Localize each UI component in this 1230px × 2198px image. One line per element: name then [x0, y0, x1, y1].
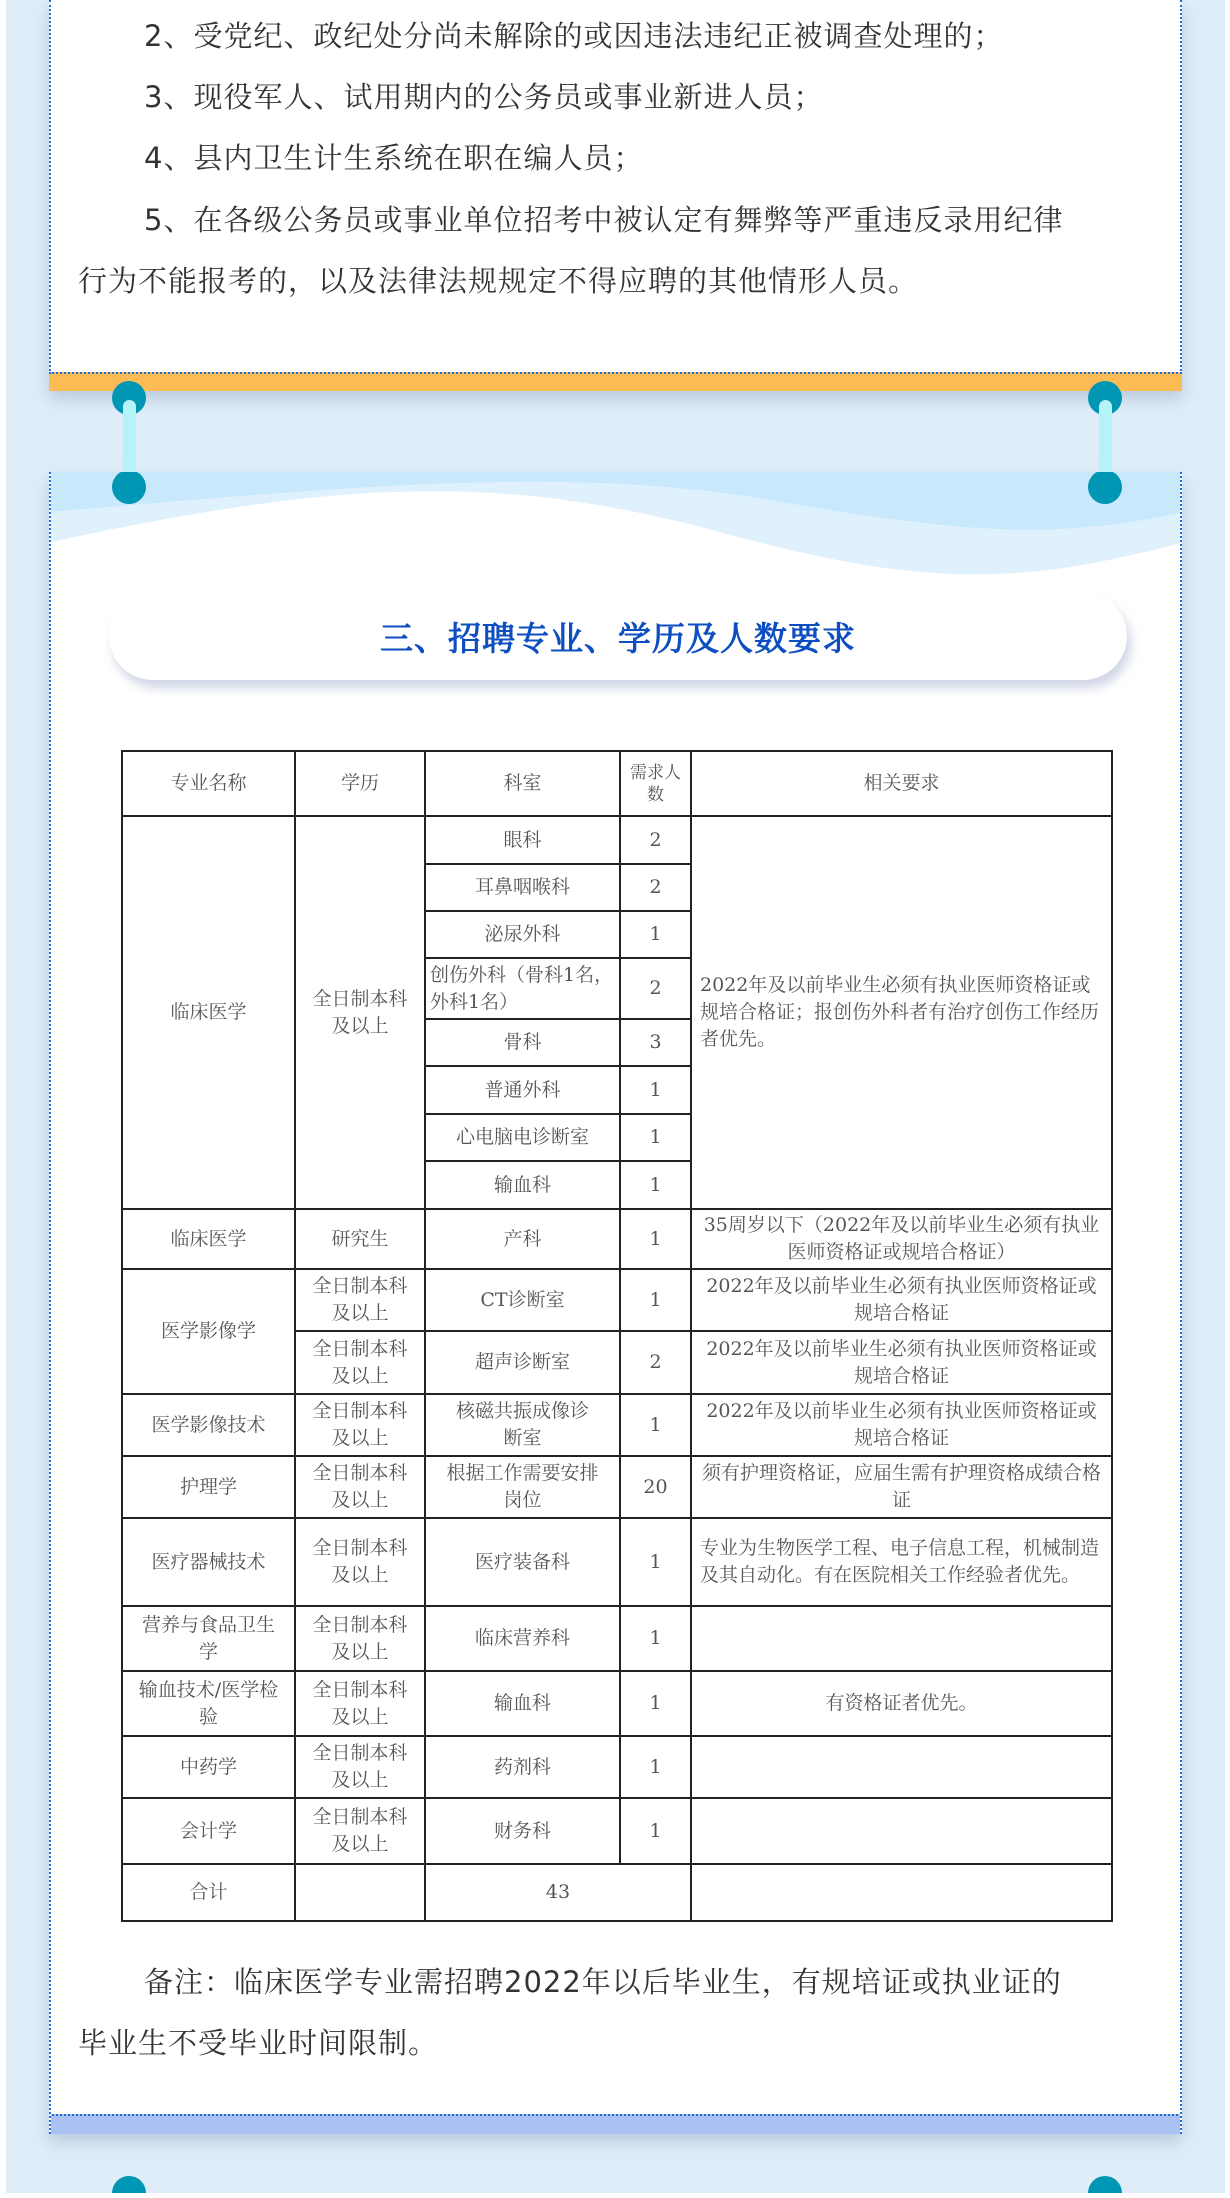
- cell-requirement: [691, 1798, 1112, 1864]
- cell-count: 1: [620, 1606, 691, 1671]
- cell-education: 全日制本科及以上: [295, 1518, 425, 1606]
- table-row: [122, 1269, 1112, 1331]
- cell-major: 中药学: [122, 1736, 295, 1798]
- cell-count: 1: [620, 1394, 691, 1456]
- cell-count: 1: [620, 1518, 691, 1606]
- cell-department: 根据工作需要安排岗位: [425, 1456, 620, 1518]
- cell-major: 医疗器械技术: [122, 1518, 295, 1606]
- cell-education: 全日制本科及以上: [295, 1331, 425, 1394]
- cell-department: 药剂科: [425, 1736, 620, 1798]
- cell-count: 20: [620, 1456, 691, 1518]
- table-header-row: [122, 751, 1112, 816]
- header-department: 科室: [425, 751, 620, 816]
- cell-department: 泌尿外科: [425, 911, 620, 958]
- cell-requirement: 专业为生物医学工程、电子信息工程，机械制造及其自动化。有在医院相关工作经验者优先。: [691, 1518, 1112, 1606]
- header-requirement: 相关要求: [691, 751, 1112, 816]
- paragraph-item-5-cont: 行为不能报考的，以及法律法规规定不得应聘的其他情形人员。: [78, 264, 919, 298]
- paragraph-item-3: 3、现役军人、试用期内的公务员或事业新进人员；: [144, 80, 824, 114]
- cell-education: 全日制本科及以上: [295, 1736, 425, 1798]
- cell-department: 创伤外科（骨科1名，外科1名）: [425, 958, 620, 1019]
- paragraph-item-5: 5、在各级公务员或事业单位招考中被认定有舞弊等严重违反录用纪律: [144, 203, 1064, 237]
- cell-requirement: 35周岁以下（2022年及以前毕业生必须有执业医师资格证或规培合格证）: [691, 1209, 1112, 1269]
- table-total-row: [122, 1864, 1112, 1921]
- table-row: [122, 816, 1112, 864]
- cell-count: 1: [620, 1161, 691, 1209]
- cell-department: 耳鼻咽喉科: [425, 864, 620, 911]
- cell-requirement: 2022年及以前毕业生必须有执业医师资格证或规培合格证: [691, 1331, 1112, 1394]
- cell-education: 全日制本科及以上: [295, 1798, 425, 1864]
- note-paragraph-cont: 毕业生不受毕业时间限制。: [78, 2026, 439, 2060]
- cell-department: 财务科: [425, 1798, 620, 1864]
- cell-major: 医学影像学: [122, 1269, 295, 1394]
- bottom-edge: [0, 2193, 1230, 2198]
- cell-education: 全日制本科及以上: [295, 1671, 425, 1736]
- cell-requirement: [691, 1736, 1112, 1798]
- cell-education: 全日制本科及以上: [295, 1269, 425, 1331]
- cell-count: 1: [620, 911, 691, 958]
- cell-count: 2: [620, 864, 691, 911]
- cell-count: 3: [620, 1019, 691, 1066]
- table-row: [122, 1209, 1112, 1269]
- cell-department: 核磁共振成像诊断室: [425, 1394, 620, 1456]
- cell-education: 全日制本科及以上: [295, 816, 425, 1209]
- cell-count: 2: [620, 816, 691, 864]
- cell-education: 全日制本科及以上: [295, 1456, 425, 1518]
- cell-count: 1: [620, 1209, 691, 1269]
- cell-department: 产科: [425, 1209, 620, 1269]
- cell-major: 医学影像技术: [122, 1394, 295, 1456]
- cell-requirement: 有资格证者优先。: [691, 1671, 1112, 1736]
- section-title-pill: [109, 592, 1127, 680]
- table-row: [122, 1394, 1112, 1456]
- cell-department: 输血科: [425, 1161, 620, 1209]
- cell-department: 临床营养科: [425, 1606, 620, 1671]
- cell-education: 全日制本科及以上: [295, 1606, 425, 1671]
- cell-count: 1: [620, 1798, 691, 1864]
- table-row: [122, 1606, 1112, 1671]
- header-count: 需求人数: [620, 751, 691, 816]
- section-two-card: [49, 0, 1182, 391]
- cell-department: 骨科: [425, 1019, 620, 1066]
- cell-department: 超声诊断室: [425, 1331, 620, 1394]
- cell-education: 全日制本科及以上: [295, 1394, 425, 1456]
- table-row: [122, 1671, 1112, 1736]
- paragraph-item-4: 4、县内卫生计生系统在职在编人员；: [144, 141, 644, 175]
- table-row: [122, 1798, 1112, 1864]
- cell-requirement: 须有护理资格证，应届生需有护理资格成绩合格证: [691, 1456, 1112, 1518]
- periwinkle-footer-bar: [49, 2114, 1182, 2134]
- cell-major: 会计学: [122, 1798, 295, 1864]
- note-paragraph: 备注：临床医学专业需招聘2022年以后毕业生，有规培证或执业证的: [144, 1965, 1062, 1999]
- total-requirement-empty: [691, 1864, 1112, 1921]
- cell-count: 1: [620, 1269, 691, 1331]
- cell-major: 临床医学: [122, 1209, 295, 1269]
- cell-requirement: 2022年及以前毕业生必须有执业医师资格证或规培合格证: [691, 1394, 1112, 1456]
- cell-department: 心电脑电诊断室: [425, 1114, 620, 1161]
- orange-footer-bar: [49, 372, 1182, 391]
- cell-major: 临床医学: [122, 816, 295, 1209]
- header-major: 专业名称: [122, 751, 295, 816]
- recruitment-table: [121, 750, 1113, 1922]
- cell-requirement: [691, 1606, 1112, 1671]
- cell-count: 1: [620, 1736, 691, 1798]
- cell-requirement: 2022年及以前毕业生必须有执业医师资格证或规培合格证: [691, 1269, 1112, 1331]
- cell-department: 普通外科: [425, 1066, 620, 1114]
- section-three-card: [49, 472, 1182, 2134]
- cell-major: 营养与食品卫生学: [122, 1606, 295, 1671]
- total-value: 43: [425, 1864, 691, 1921]
- paragraph-item-2: 2、受党纪、政纪处分尚未解除的或因违法违纪正被调查处理的；: [144, 19, 1004, 53]
- cell-count: 1: [620, 1671, 691, 1736]
- total-label: 合计: [122, 1864, 295, 1921]
- cell-department: 眼科: [425, 816, 620, 864]
- cell-count: 2: [620, 958, 691, 1019]
- table-row: [122, 1736, 1112, 1798]
- section-title: 三、招聘专业、学历及人数要求: [380, 618, 856, 658]
- total-empty-cell: [295, 1864, 425, 1921]
- cell-count: 1: [620, 1066, 691, 1114]
- cell-major: 输血技术/医学检验: [122, 1671, 295, 1736]
- table-row: [122, 1518, 1112, 1606]
- cell-education: 研究生: [295, 1209, 425, 1269]
- cell-requirement: 2022年及以前毕业生必须有执业医师资格证或规培合格证；报创伤外科者有治疗创伤工作经历者优先。: [691, 816, 1112, 1209]
- cell-department: 输血科: [425, 1671, 620, 1736]
- table-row: [122, 1456, 1112, 1518]
- cell-department: CT诊断室: [425, 1269, 620, 1331]
- cell-major: 护理学: [122, 1456, 295, 1518]
- cell-count: 2: [620, 1331, 691, 1394]
- header-education: 学历: [295, 751, 425, 816]
- cell-count: 1: [620, 1114, 691, 1161]
- cell-department: 医疗装备科: [425, 1518, 620, 1606]
- wave-header-decoration: [51, 472, 1182, 592]
